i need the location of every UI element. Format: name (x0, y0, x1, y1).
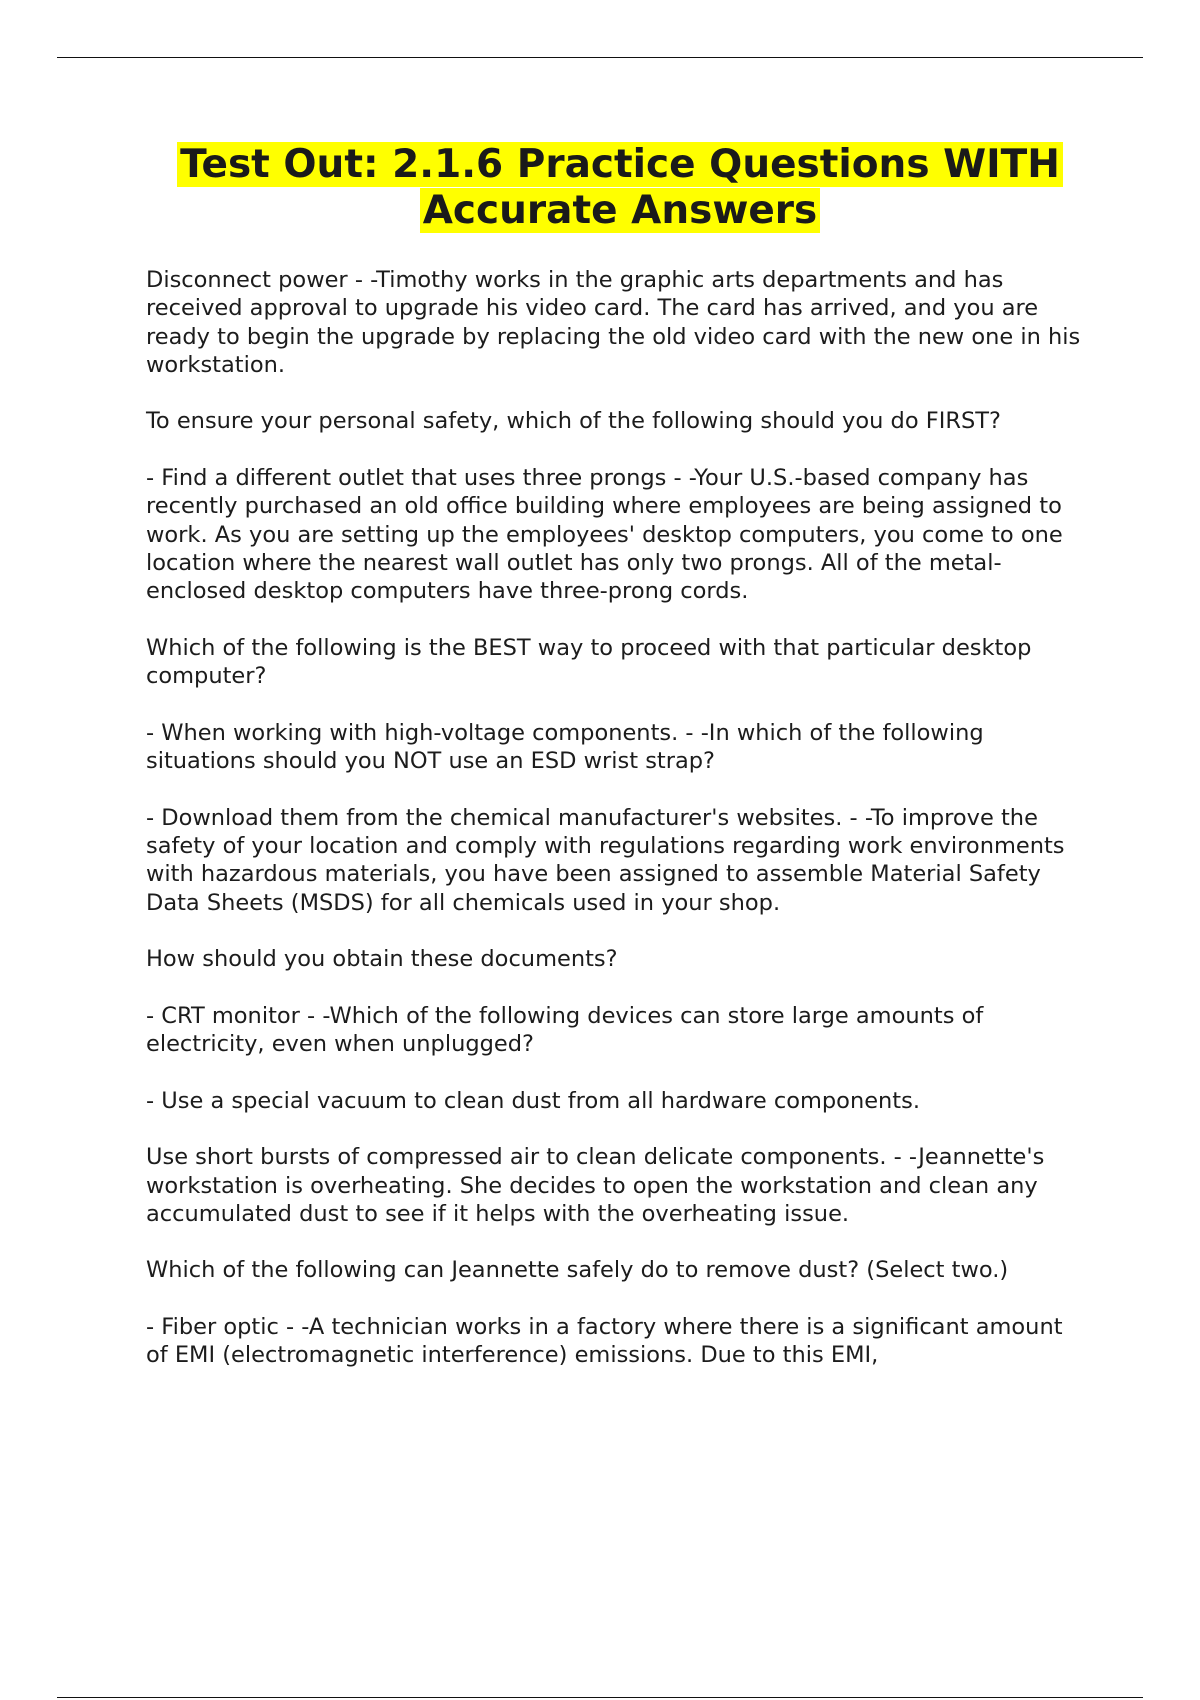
document-body (146, 266, 1086, 1398)
paragraph-12: - Fiber optic - -A technician works in a factory where there is a significant amount of EMI (electromagnetic interference) emissions. Due to this EMI, (146, 1313, 1063, 1369)
paragraph-11: Which of the following can Jeannette safely do to remove dust? (Select two.) (146, 1257, 1009, 1284)
paragraph-9: - Use a special vacuum to clean dust from all hardware components. (146, 1087, 921, 1114)
paragraph-8: - CRT monitor - -Which of the following devices can store large amounts of electricity, even when unplugged? (146, 1002, 984, 1058)
paragraph-10: Use short bursts of compressed air to clean delicate components. - -Jeannette's workstation is overheating. She decides to open the workstation and clean any accumulated dust to see if it helps with the overheating issue. (146, 1144, 1045, 1227)
paragraph-6: - Download them from the chemical manufacturer's websites. - -To improve the safety of your location and comply with regulations regarding work environments with hazardous materials, you have been assigned to assemble Material Safety Data Sheets (MSDS) for all chemicals used in your shop. (146, 804, 1065, 916)
paragraph-1: Disconnect power - -Timothy works in the graphic arts departments and has received approval to upgrade his video card. The card has arrived, and you are ready to begin the upgrade by replacing the old video card with the new one in his workstation. (146, 267, 1081, 378)
title-line-2: Accurate Answers (420, 188, 821, 233)
paragraph-4: Which of the following is the BEST way to proceed with that particular desktop computer? (146, 634, 1032, 690)
paragraph-2: To ensure your personal safety, which of the following should you do FIRST? (146, 408, 1001, 435)
paragraph-7: How should you obtain these documents? (146, 946, 618, 973)
title-line-1: Test Out: 2.1.6 Practice Questions WITH (177, 142, 1063, 187)
paragraph-3: - Find a different outlet that uses three prongs - -Your U.S.-based company has recently purchased an old office building where employees are being assigned to work. As you are setting up the employees' desktop computers, you come to one location where the nearest wall outlet has only two prongs. All of the metal-enclosed desktop computers have three-prong cords. (146, 465, 1063, 605)
paragraph-5: - When working with high-voltage components. - -In which of the following situations should you NOT use an ESD wrist strap? (146, 719, 984, 775)
bottom-rule (57, 1697, 1143, 1698)
document-title (100, 142, 1140, 234)
top-rule (57, 57, 1143, 58)
